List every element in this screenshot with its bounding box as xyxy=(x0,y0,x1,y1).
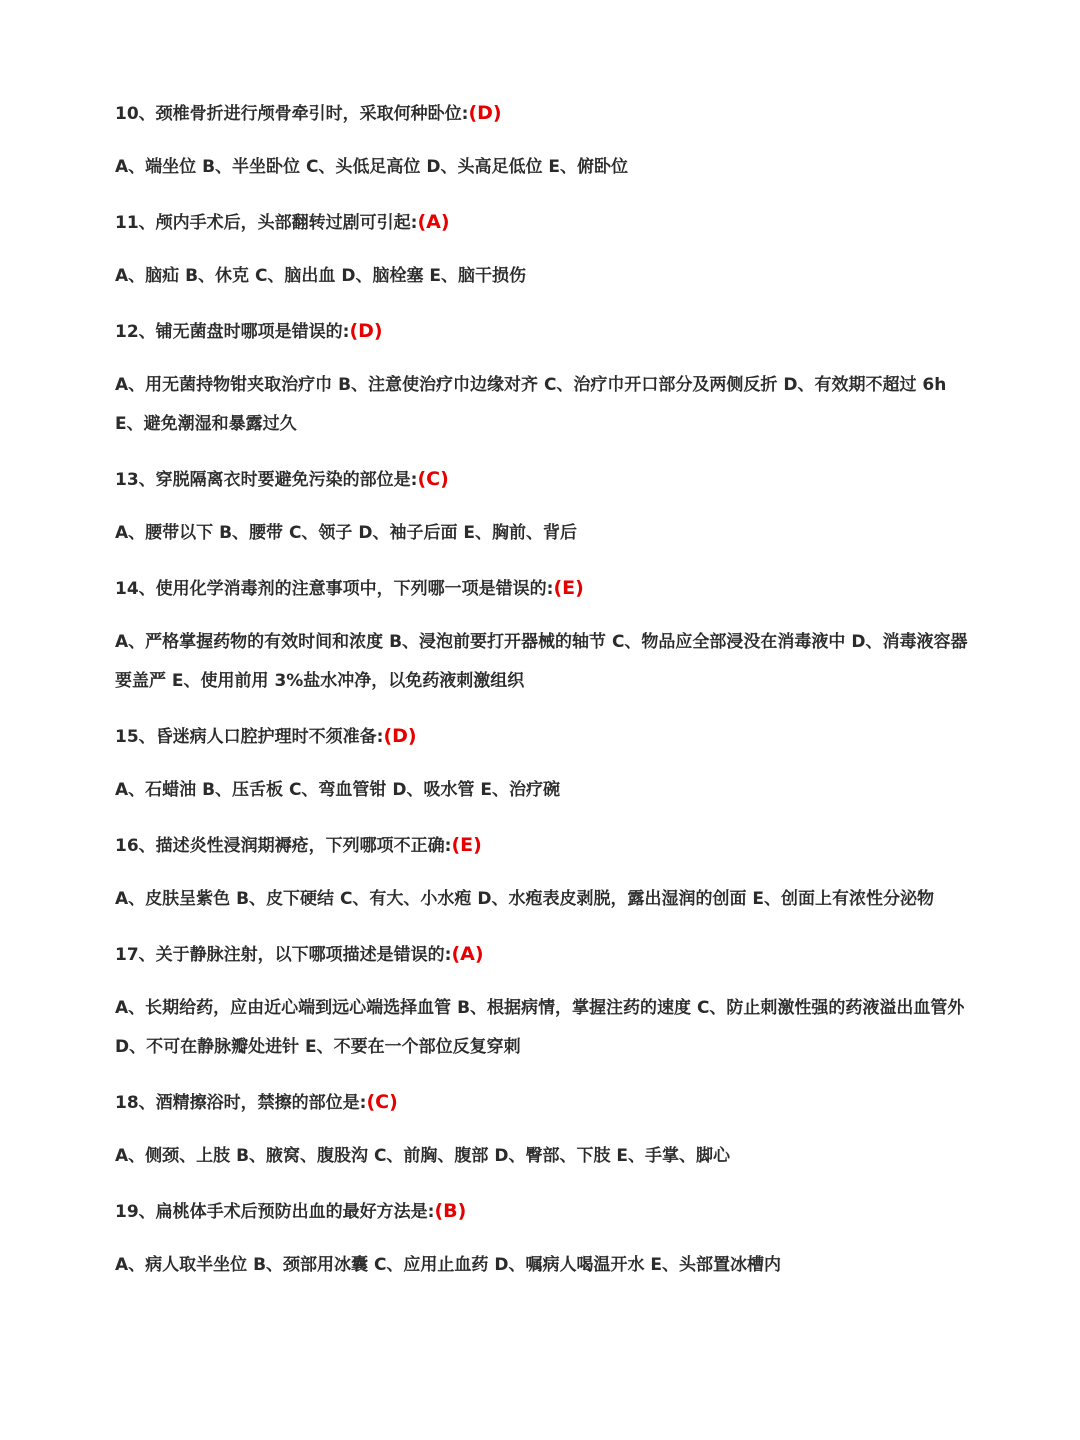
question-stem: 10、颈椎骨折进行颅骨牵引时，采取何种卧位: xyxy=(115,104,469,124)
question-stem: 19、扁桃体手术后预防出血的最好方法是: xyxy=(115,1202,435,1222)
answer-options: A、端坐位 B、半坐卧位 C、头低足高位 D、头高足低位 E、俯卧位 xyxy=(115,157,628,177)
question-item-10 xyxy=(115,93,975,187)
question-item-12 xyxy=(115,311,975,444)
answer-options: A、石蜡油 B、压舌板 C、弯血管钳 D、吸水管 E、治疗碗 xyxy=(115,780,560,800)
answer-options: A、皮肤呈紫色 B、皮下硬结 C、有大、小水疱 D、水疱表皮剥脱，露出湿润的创面 E、创面上有浓性分泌物 xyxy=(115,889,934,909)
answer-key: (D) xyxy=(349,320,383,342)
question-list xyxy=(115,93,975,1300)
answer-key: (D) xyxy=(468,102,502,124)
question-item-11 xyxy=(115,202,975,296)
question-stem: 12、铺无菌盘时哪项是错误的: xyxy=(115,322,350,342)
question-stem: 16、描述炎性浸润期褥疮，下列哪项不正确: xyxy=(115,836,452,856)
question-text xyxy=(115,311,975,351)
question-text xyxy=(115,934,975,974)
question-text xyxy=(115,459,975,499)
question-text xyxy=(115,1191,975,1231)
answer-key: (E) xyxy=(553,577,584,599)
question-item-15 xyxy=(115,716,975,810)
answer-options: A、脑疝 B、休克 C、脑出血 D、脑栓塞 E、脑干损伤 xyxy=(115,266,526,286)
question-text xyxy=(115,568,975,608)
question-stem: 18、酒精擦浴时，禁擦的部位是: xyxy=(115,1093,367,1113)
question-item-17 xyxy=(115,934,975,1067)
answer-options: A、腰带以下 B、腰带 C、领子 D、袖子后面 E、胸前、背后 xyxy=(115,523,577,543)
answer-options: A、侧颈、上肢 B、腋窝、腹股沟 C、前胸、腹部 D、臀部、下肢 E、手掌、脚心 xyxy=(115,1146,730,1166)
question-stem: 15、昏迷病人口腔护理时不须准备: xyxy=(115,727,384,747)
answer-key: (B) xyxy=(434,1200,467,1222)
question-item-19 xyxy=(115,1191,975,1285)
answer-key: (C) xyxy=(366,1091,398,1113)
question-item-16 xyxy=(115,825,975,919)
question-item-13 xyxy=(115,459,975,553)
answer-key: (A) xyxy=(417,211,450,233)
question-text xyxy=(115,1082,975,1122)
answer-options: A、病人取半坐位 B、颈部用冰囊 C、应用止血药 D、嘱病人喝温开水 E、头部置冰槽内 xyxy=(115,1255,781,1275)
question-stem: 13、穿脱隔离衣时要避免污染的部位是: xyxy=(115,470,418,490)
question-item-18 xyxy=(115,1082,975,1176)
question-text xyxy=(115,93,975,133)
question-stem: 17、关于静脉注射，以下哪项描述是错误的: xyxy=(115,945,452,965)
question-stem: 11、颅内手术后，头部翻转过剧可引起: xyxy=(115,213,418,233)
answer-key: (E) xyxy=(451,834,482,856)
answer-key: (A) xyxy=(451,943,484,965)
answer-key: (D) xyxy=(383,725,417,747)
question-stem: 14、使用化学消毒剂的注意事项中，下列哪一项是错误的: xyxy=(115,579,554,599)
question-text xyxy=(115,202,975,242)
question-text xyxy=(115,825,975,865)
answer-options: A、长期给药，应由近心端到远心端选择血管 B、根据病情，掌握注药的速度 C、防止刺激性强的药液溢出血管外 D、不可在静脉瓣处进针 E、不要在一个部位反复穿刺 xyxy=(115,998,965,1057)
answer-options: A、严格掌握药物的有效时间和浓度 B、浸泡前要打开器械的轴节 C、物品应全部浸没在消毒液中 D、消毒液容器要盖严 E、使用前用 3%盐水冲净，以免药液刺激组织 xyxy=(115,632,968,691)
answer-options: A、用无菌持物钳夹取治疗巾 B、注意使治疗巾边缘对齐 C、治疗巾开口部分及两侧反折 D、有效期不超过 6h E、避免潮湿和暴露过久 xyxy=(115,375,947,434)
question-text xyxy=(115,716,975,756)
question-item-14 xyxy=(115,568,975,701)
answer-key: (C) xyxy=(417,468,449,490)
